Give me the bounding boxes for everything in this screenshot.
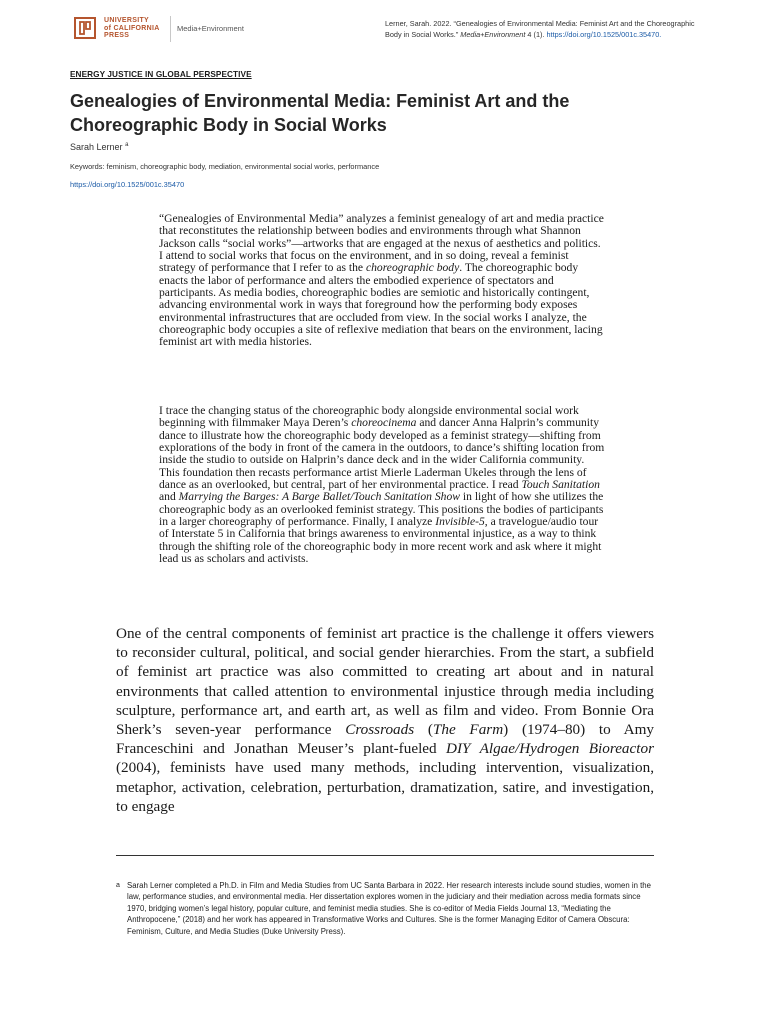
abstract-italic: Marrying the Barges: A Barge Ballet/Touch Sanitation Show [178, 490, 460, 504]
article-title: Genealogies of Environmental Media: Feminist Art and the Choreographic Body in Social Works [70, 91, 570, 135]
citation-journal: Media+Environment [460, 29, 526, 39]
abstract-paragraph-2 [159, 405, 605, 565]
logo-line-1: UNIVERSITY [104, 17, 150, 24]
abstract-italic: choreocinema [351, 416, 417, 430]
body-italic: DIY Algae/Hydrogen Bioreactor [446, 740, 654, 758]
footnote [116, 880, 654, 937]
logo-line-2: of CALIFORNIA [104, 24, 160, 32]
journal-name: Media+Environment [177, 24, 244, 33]
abstract-italic: Invisible-5 [435, 515, 485, 529]
section-label[interactable]: ENERGY JUSTICE IN GLOBAL PERSPECTIVE [70, 70, 252, 79]
abstract-text: . The choreographic body enacts the labor of performance and alters the embodied experience of spectators and participants. As media bodies, choreographic bodies are semiotic and historically contingent, advancing environmental work in ways that foreground how the performing body exposes environmental infrastructures that are occluded from view. In the social works I analyze, the choreographic body occupies a site of reflexive mediation that bears on the environment, lacing feminist art with media histories. [159, 261, 603, 349]
footnote-mark: a [116, 882, 120, 889]
uc-press-logo-icon [74, 17, 96, 39]
footnote-text: Sarah Lerner completed a Ph.D. in Film and Media Studies from UC Santa Barbara in 2022. Her research interests include sound studies, women in the law, performance studies, and environmental media. Her dissertation explores women in the judiciary and their mediation across media formats since 1970, bridging women’s legal history, popular culture, and feminist media studies. She is co-editor of Media Fields Journal 13, “Mediating the Anthropocene,” (2018) and her work has appeared in Transformative Works and Cultures. She is the former Managing Editor of Camera Obscura: Feminism, Culture, and Media Studies (Duke University Press). [127, 881, 651, 936]
author-name: Sarah Lerner [70, 142, 123, 152]
footnote-divider [116, 855, 654, 856]
body-text: ( [414, 721, 433, 739]
abstract-text: and [159, 490, 179, 504]
body-text: (2004), feminists have used many methods, including intervention, visualization, metaphor, activation, celebration, perturbation, dramatization, satire, and investigation, to engage [116, 759, 654, 815]
author [70, 142, 128, 152]
body-italic: Crossroads [345, 721, 415, 739]
abstract-text: , a travelogue/audio tour of Interstate 5 in California that brings awareness to environmental injustice, as a way to think through the shifting role of the choreographic body in more recent work and ask where it might lead us as scholars and activists. [159, 515, 602, 566]
citation-text: Lerner, Sarah. 2022. “Genealogies of Environmental Media: Feminist Art and the Choreographic Body in Social Works.” [385, 19, 695, 39]
abstract-paragraph-1 [159, 213, 605, 349]
author-footnote-mark[interactable]: a [125, 142, 129, 148]
abstract-italic: choreographic body [365, 261, 460, 275]
logo-line-3: PRESS [104, 32, 130, 40]
citation-doi-link[interactable]: https://doi.org/10.1525/001c.35470. [546, 29, 662, 39]
logo-text [104, 17, 160, 40]
abstract-italic: Touch Sanitation [521, 478, 600, 492]
abstract-text: and dancer Anna Halprin’s community dance to illustrate how the choreographic body developed as a feminist strategy—shifting from explorations of the body in front of the camera in the outdoors, to dance’s shifting location from inside the studio to outside on Halprin’s dance deck and in the wider California community. This foundation then recasts performance artist Mierle Laderman Ukeles through the lens of dance as an overlooked, but central, part of her environmental practice. I read [159, 416, 605, 492]
abstract-text: I trace the changing status of the choreographic body alongside environmental social work beginning with filmmaker Maya Deren’s [159, 404, 579, 430]
keywords: Keywords: feminism, choreographic body, mediation, environmental social works, performance [70, 162, 380, 171]
doi-link[interactable]: https://doi.org/10.1525/001c.35470 [70, 180, 185, 189]
logo-divider [170, 16, 171, 42]
abstract-text: “Genealogies of Environmental Media” analyzes a feminist genealogy of art and media practice that reconstitutes the relationship between bodies and environments through what Shannon Jackson calls “social works”—artworks that are engaged at the nexus of aesthetics and politics. I attend to social works that focus on the environment, and in so doing, reveal a feminist strategy of performance that I refer to as the [159, 212, 604, 275]
citation [385, 19, 705, 40]
citation-volume: 4 (1). [525, 29, 545, 39]
body-text: One of the central components of feminist art practice is the challenge it offers viewers to reconsider cultural, political, and social gender hierarchies. From the start, a subfield of feminist art practice was also committed to creating art about and in natural environments that called attention to environmental injustice through media including sculpture, performance art, and earth art, as well as film and video. From Bonnie Ora Sherk’s seven-year performance [116, 625, 654, 739]
body-text: ) (1974–80) to Amy Franceschini and Jonathan Meuser’s plant-fueled [116, 721, 654, 758]
abstract-text: in light of how she utilizes the choreographic body as an overlooked feminist strategy. This positions the bodies of participants in a larger choreography of performance. Finally, I analyze [159, 490, 604, 529]
body-paragraph [116, 624, 654, 816]
body-italic: The Farm [432, 721, 504, 739]
